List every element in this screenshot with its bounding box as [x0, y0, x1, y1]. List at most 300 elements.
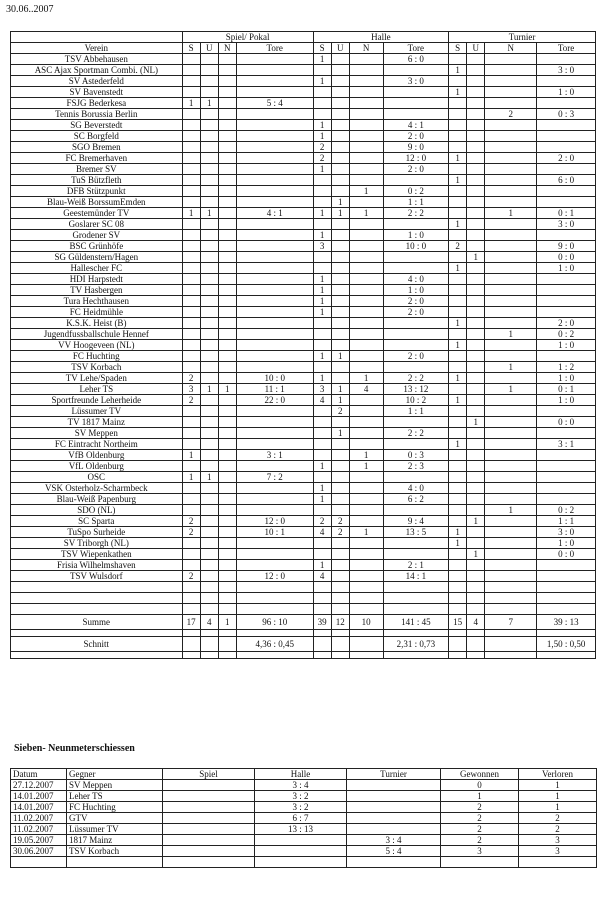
halle-u	[331, 472, 349, 483]
halle-tore	[383, 65, 448, 76]
halle-s	[313, 329, 331, 340]
halle-tore	[383, 219, 448, 230]
col-s: S	[313, 43, 331, 54]
shootout-opponent: TSV Korbach	[67, 846, 163, 857]
club-name: Goslarer SC 08	[11, 219, 183, 230]
halle-n	[349, 417, 383, 428]
shootout-date: 14.01.2007	[11, 802, 67, 813]
club-name: FC Eintracht Northeim	[11, 439, 183, 450]
turnier-u	[467, 197, 485, 208]
halle-s: 1	[313, 131, 331, 142]
schnitt-turnier-tore: 1,50 : 0,50	[537, 637, 596, 652]
halle-tore	[383, 362, 448, 373]
spiel-n	[218, 109, 236, 120]
halle-tore: 10 : 2	[383, 395, 448, 406]
spiel-tore	[236, 186, 313, 197]
group-turnier: Turnier	[449, 32, 596, 43]
halle-s: 3	[313, 241, 331, 252]
spiel-u	[200, 450, 218, 461]
turnier-u	[467, 329, 485, 340]
halle-s: 2	[313, 142, 331, 153]
spiel-n	[218, 219, 236, 230]
spiel-u: 1	[200, 208, 218, 219]
turnier-tore: 0 : 0	[537, 417, 596, 428]
turnier-u	[467, 65, 485, 76]
turnier-n	[485, 65, 537, 76]
turnier-u: 1	[467, 516, 485, 527]
turnier-tore: 0 : 3	[537, 109, 596, 120]
shootout-spiel	[163, 802, 255, 813]
shootout-date: 19.05.2007	[11, 835, 67, 846]
turnier-tore	[537, 450, 596, 461]
club-row	[11, 131, 596, 142]
schnitt-halle-s	[313, 637, 331, 652]
club-row	[11, 285, 596, 296]
turnier-n	[485, 87, 537, 98]
club-row	[11, 494, 596, 505]
halle-tore	[383, 417, 448, 428]
halle-u	[331, 549, 349, 560]
turnier-u	[467, 54, 485, 65]
schnitt-spiel-s	[182, 637, 200, 652]
summe-row	[11, 615, 596, 630]
spiel-n	[218, 285, 236, 296]
halle-n	[349, 197, 383, 208]
summe-turnier-s: 15	[449, 615, 467, 630]
turnier-tore: 1 : 0	[537, 395, 596, 406]
turnier-s: 1	[449, 395, 467, 406]
club-name: Frisia Wilhelmshaven	[11, 560, 183, 571]
spiel-n	[218, 461, 236, 472]
spiel-u	[200, 153, 218, 164]
turnier-s	[449, 307, 467, 318]
shootout-halle	[255, 846, 347, 857]
turnier-s	[449, 296, 467, 307]
club-name: SV Bavenstedt	[11, 87, 183, 98]
spiel-u	[200, 142, 218, 153]
shootout-halle: 13 : 13	[255, 824, 347, 835]
club-row	[11, 76, 596, 87]
turnier-s	[449, 549, 467, 560]
halle-u	[331, 230, 349, 241]
club-row	[11, 560, 596, 571]
schnitt-club-name: Schnitt	[11, 637, 183, 652]
halle-n: 1	[349, 527, 383, 538]
halle-tore: 2 : 2	[383, 208, 448, 219]
turnier-tore	[537, 54, 596, 65]
halle-u: 1	[331, 428, 349, 439]
halle-u	[331, 65, 349, 76]
spiel-s	[182, 439, 200, 450]
club-name: Sportfreunde Leherheide	[11, 395, 183, 406]
shootout-col-gegner: Gegner	[67, 769, 163, 780]
halle-s	[313, 362, 331, 373]
turnier-s: 1	[449, 175, 467, 186]
turnier-u	[467, 109, 485, 120]
spiel-n	[218, 494, 236, 505]
turnier-tore: 3 : 0	[537, 65, 596, 76]
club-row	[11, 219, 596, 230]
turnier-n	[485, 252, 537, 263]
halle-s: 1	[313, 230, 331, 241]
club-name: SG Güldenstern/Hagen	[11, 252, 183, 263]
turnier-tore	[537, 428, 596, 439]
turnier-u	[467, 406, 485, 417]
halle-s	[313, 98, 331, 109]
turnier-n	[485, 54, 537, 65]
shootout-spiel	[163, 780, 255, 791]
spiel-u	[200, 351, 218, 362]
halle-s: 1	[313, 285, 331, 296]
halle-tore: 10 : 0	[383, 241, 448, 252]
turnier-tore: 2 : 0	[537, 318, 596, 329]
spiel-s	[182, 186, 200, 197]
group-header-row	[11, 32, 596, 43]
turnier-u	[467, 439, 485, 450]
halle-s: 1	[313, 373, 331, 384]
shootout-row	[11, 835, 597, 846]
turnier-n	[485, 439, 537, 450]
schnitt-turnier-u	[467, 637, 485, 652]
halle-tore: 1 : 1	[383, 197, 448, 208]
club-name: HDI Harpstedt	[11, 274, 183, 285]
spiel-tore	[236, 296, 313, 307]
halle-tore: 2 : 2	[383, 428, 448, 439]
spiel-tore	[236, 87, 313, 98]
turnier-u	[467, 219, 485, 230]
turnier-s: 1	[449, 87, 467, 98]
spiel-u	[200, 307, 218, 318]
turnier-n	[485, 120, 537, 131]
turnier-n: 1	[485, 208, 537, 219]
halle-tore: 1 : 0	[383, 285, 448, 296]
halle-s: 1	[313, 461, 331, 472]
turnier-s	[449, 428, 467, 439]
spiel-n	[218, 98, 236, 109]
turnier-s	[449, 164, 467, 175]
shootout-turnier	[347, 802, 441, 813]
halle-u	[331, 142, 349, 153]
turnier-tore	[537, 197, 596, 208]
turnier-n	[485, 285, 537, 296]
turnier-n	[485, 516, 537, 527]
club-row	[11, 571, 596, 582]
halle-n	[349, 54, 383, 65]
club-name: Tennis Borussia Berlin	[11, 109, 183, 120]
spiel-u	[200, 131, 218, 142]
spiel-tore	[236, 417, 313, 428]
schnitt-spiel-tore: 4,36 : 0,45	[236, 637, 313, 652]
spiel-s	[182, 65, 200, 76]
club-name: SC Borgfeld	[11, 131, 183, 142]
halle-s: 3	[313, 384, 331, 395]
summe-turnier-tore: 39 : 13	[537, 615, 596, 630]
spiel-s	[182, 538, 200, 549]
spiel-tore	[236, 494, 313, 505]
turnier-s	[449, 560, 467, 571]
turnier-s	[449, 406, 467, 417]
halle-tore: 9 : 0	[383, 142, 448, 153]
halle-tore: 14 : 1	[383, 571, 448, 582]
halle-tore	[383, 472, 448, 483]
turnier-tore: 9 : 0	[537, 241, 596, 252]
halle-s	[313, 439, 331, 450]
halle-tore: 2 : 0	[383, 131, 448, 142]
club-row	[11, 406, 596, 417]
turnier-u	[467, 120, 485, 131]
turnier-tore: 0 : 0	[537, 252, 596, 263]
halle-n	[349, 549, 383, 560]
club-row	[11, 197, 596, 208]
turnier-u: 1	[467, 549, 485, 560]
club-name: FC Bremerhaven	[11, 153, 183, 164]
turnier-tore: 1 : 1	[537, 516, 596, 527]
turnier-n	[485, 175, 537, 186]
spiel-tore	[236, 406, 313, 417]
spiel-s	[182, 87, 200, 98]
spiel-tore: 4 : 1	[236, 208, 313, 219]
turnier-s: 1	[449, 538, 467, 549]
halle-n	[349, 560, 383, 571]
club-name: SV Triborgh (NL)	[11, 538, 183, 549]
spiel-s: 2	[182, 571, 200, 582]
halle-u	[331, 120, 349, 131]
shootout-date: 27.12.2007	[11, 780, 67, 791]
halle-n: 1	[349, 208, 383, 219]
shootout-gewonnen: 2	[441, 802, 519, 813]
shootout-opponent: FC Huchting	[67, 802, 163, 813]
halle-n	[349, 252, 383, 263]
shootout-col-gewonnen: Gewonnen	[441, 769, 519, 780]
halle-n	[349, 494, 383, 505]
spiel-n	[218, 76, 236, 87]
schnitt-spiel-n	[218, 637, 236, 652]
halle-u	[331, 109, 349, 120]
spiel-n	[218, 263, 236, 274]
col-u: U	[467, 43, 485, 54]
spiel-s	[182, 120, 200, 131]
club-name: TSV Wulsdorf	[11, 571, 183, 582]
halle-u	[331, 263, 349, 274]
turnier-u	[467, 560, 485, 571]
spiel-tore	[236, 164, 313, 175]
schnitt-halle-n	[349, 637, 383, 652]
col-u: U	[331, 43, 349, 54]
spiel-tore	[236, 483, 313, 494]
spiel-u	[200, 274, 218, 285]
turnier-n	[485, 340, 537, 351]
col-tore: Tore	[236, 43, 313, 54]
spiel-u	[200, 439, 218, 450]
spiel-s	[182, 153, 200, 164]
spiel-u	[200, 516, 218, 527]
turnier-n	[485, 186, 537, 197]
spiel-s	[182, 285, 200, 296]
spiel-u	[200, 483, 218, 494]
halle-u	[331, 87, 349, 98]
spiel-u: 1	[200, 98, 218, 109]
turnier-tore	[537, 494, 596, 505]
spiel-tore: 11 : 1	[236, 384, 313, 395]
spiel-s	[182, 142, 200, 153]
spiel-s	[182, 461, 200, 472]
halle-u	[331, 571, 349, 582]
turnier-n	[485, 483, 537, 494]
spiel-s	[182, 263, 200, 274]
turnier-u	[467, 263, 485, 274]
spiel-s	[182, 76, 200, 87]
spiel-n	[218, 197, 236, 208]
spiel-s	[182, 296, 200, 307]
spiel-u	[200, 571, 218, 582]
club-row	[11, 98, 596, 109]
halle-tore	[383, 98, 448, 109]
shootout-row	[11, 802, 597, 813]
spiel-u	[200, 362, 218, 373]
spiel-n	[218, 65, 236, 76]
halle-tore: 3 : 0	[383, 76, 448, 87]
turnier-u	[467, 527, 485, 538]
turnier-tore	[537, 406, 596, 417]
halle-s: 2	[313, 516, 331, 527]
spiel-s	[182, 549, 200, 560]
turnier-u	[467, 384, 485, 395]
club-row	[11, 241, 596, 252]
shootout-gewonnen: 2	[441, 835, 519, 846]
halle-s: 1	[313, 483, 331, 494]
halle-n	[349, 483, 383, 494]
shootout-date: 11.02.2007	[11, 824, 67, 835]
halle-u	[331, 318, 349, 329]
turnier-tore: 1 : 0	[537, 263, 596, 274]
spiel-u	[200, 494, 218, 505]
turnier-s	[449, 329, 467, 340]
club-row	[11, 439, 596, 450]
halle-u	[331, 494, 349, 505]
halle-s	[313, 428, 331, 439]
club-name: SGO Bremen	[11, 142, 183, 153]
halle-tore	[383, 505, 448, 516]
summe-turnier-n: 7	[485, 615, 537, 630]
turnier-n	[485, 494, 537, 505]
turnier-s	[449, 461, 467, 472]
halle-tore	[383, 263, 448, 274]
spiel-s	[182, 109, 200, 120]
turnier-n	[485, 373, 537, 384]
turnier-n	[485, 296, 537, 307]
shootout-gewonnen: 2	[441, 813, 519, 824]
turnier-u	[467, 285, 485, 296]
halle-s	[313, 450, 331, 461]
halle-tore	[383, 439, 448, 450]
summe-halle-s: 39	[313, 615, 331, 630]
halle-n	[349, 120, 383, 131]
shootout-date: 14.01.2007	[11, 791, 67, 802]
spiel-u	[200, 549, 218, 560]
spiel-u	[200, 164, 218, 175]
turnier-u	[467, 186, 485, 197]
turnier-n	[485, 560, 537, 571]
halle-s	[313, 340, 331, 351]
turnier-n	[485, 76, 537, 87]
spiel-tore	[236, 428, 313, 439]
spiel-u	[200, 65, 218, 76]
club-name: VfB Oldenburg	[11, 450, 183, 461]
turnier-u	[467, 164, 485, 175]
turnier-s	[449, 274, 467, 285]
turnier-n: 1	[485, 384, 537, 395]
turnier-tore	[537, 230, 596, 241]
halle-tore	[383, 175, 448, 186]
col-verein: Verein	[11, 43, 183, 54]
halle-n	[349, 175, 383, 186]
spiel-u	[200, 285, 218, 296]
spiel-u	[200, 219, 218, 230]
turnier-s	[449, 483, 467, 494]
turnier-n	[485, 395, 537, 406]
halle-tore: 1 : 1	[383, 406, 448, 417]
spiel-n	[218, 208, 236, 219]
shootout-opponent: Leher TS	[67, 791, 163, 802]
spiel-u	[200, 252, 218, 263]
spiel-s	[182, 54, 200, 65]
spiel-s	[182, 406, 200, 417]
col-n: N	[485, 43, 537, 54]
turnier-s	[449, 54, 467, 65]
turnier-s	[449, 351, 467, 362]
club-row	[11, 142, 596, 153]
turnier-tore	[537, 461, 596, 472]
halle-n	[349, 65, 383, 76]
shootout-row	[11, 813, 597, 824]
halle-u: 1	[331, 197, 349, 208]
turnier-n: 1	[485, 362, 537, 373]
turnier-n	[485, 450, 537, 461]
results-table	[10, 31, 596, 659]
halle-u	[331, 153, 349, 164]
halle-s: 1	[313, 560, 331, 571]
halle-s: 1	[313, 274, 331, 285]
halle-n	[349, 274, 383, 285]
halle-s	[313, 186, 331, 197]
shootout-verloren: 2	[519, 824, 597, 835]
spiel-tore	[236, 252, 313, 263]
spiel-s: 2	[182, 373, 200, 384]
club-row	[11, 208, 596, 219]
halle-tore	[383, 318, 448, 329]
shootout-row	[11, 791, 597, 802]
spiel-n	[218, 241, 236, 252]
halle-u: 2	[331, 406, 349, 417]
turnier-tore	[537, 186, 596, 197]
col-n: N	[349, 43, 383, 54]
spiel-s: 2	[182, 516, 200, 527]
spiel-tore	[236, 439, 313, 450]
halle-tore: 13 : 5	[383, 527, 448, 538]
turnier-u	[467, 472, 485, 483]
halle-n	[349, 362, 383, 373]
club-row	[11, 340, 596, 351]
club-row	[11, 274, 596, 285]
spiel-n	[218, 516, 236, 527]
club-name: DFB Stützpunkt	[11, 186, 183, 197]
halle-n	[349, 340, 383, 351]
spiel-tore	[236, 241, 313, 252]
spiel-tore	[236, 230, 313, 241]
turnier-n	[485, 318, 537, 329]
club-row	[11, 230, 596, 241]
halle-tore: 2 : 1	[383, 560, 448, 571]
